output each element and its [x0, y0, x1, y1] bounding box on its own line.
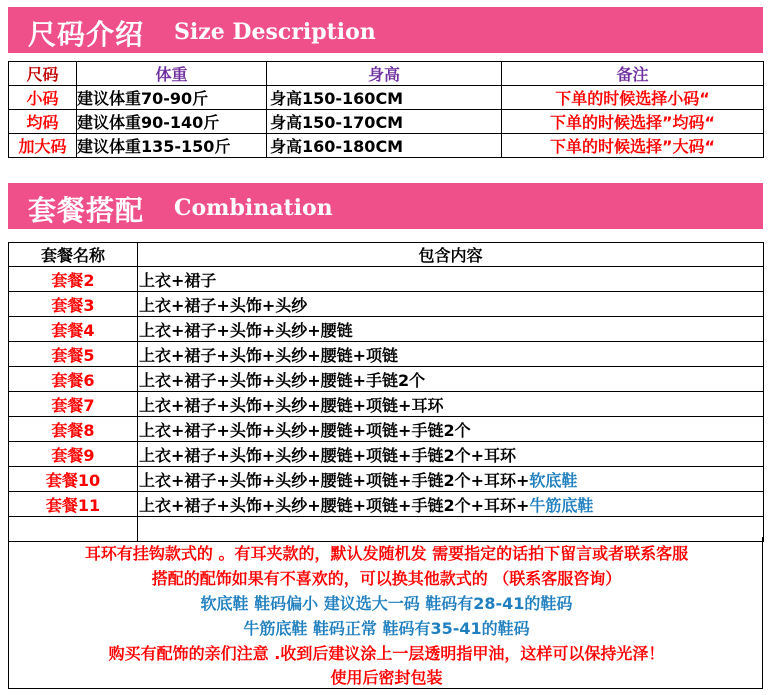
combo-name: 套餐7 — [9, 392, 138, 417]
combo-table — [8, 242, 764, 542]
combo-banner-title-en: Combination — [174, 195, 333, 221]
height-cell: 身高150-160CM — [267, 86, 502, 110]
size-banner-title-cn: 尺码介绍 — [28, 18, 145, 51]
note-cell: 下单的时候选择”均码“ — [502, 110, 764, 134]
header-note: 备注 — [502, 62, 764, 86]
combo-name: 套餐11 — [9, 492, 138, 517]
combo-shoe: 牛筋底鞋 — [529, 495, 594, 515]
weight-cell: 建议体重135-150斤 — [77, 134, 267, 158]
combo-row — [9, 492, 764, 517]
size-row — [9, 110, 764, 134]
combo-contents — [138, 267, 764, 292]
combo-row — [9, 292, 764, 317]
size-cell: 小码 — [9, 86, 77, 110]
note-sealed-storage: 使用后密封包装 — [330, 668, 443, 687]
combo-row — [9, 367, 764, 392]
header-size: 尺码 — [9, 62, 77, 86]
size-row — [9, 86, 764, 110]
combo-name: 套餐4 — [9, 317, 138, 342]
note-soft-sole-shoe: 软底鞋 鞋码偏小 建议选大一码 鞋码有28-41的鞋码 — [200, 594, 573, 613]
combo-row — [9, 417, 764, 442]
combo-items: 上衣+裙子+头饰+头纱 — [139, 295, 308, 315]
combo-contents — [138, 392, 764, 417]
size-cell: 均码 — [9, 110, 77, 134]
height-cell: 身高160-180CM — [267, 134, 502, 158]
combo-items: 上衣+裙子+头饰+头纱+腰链 — [139, 320, 353, 340]
combo-contents — [138, 467, 764, 492]
combo-row — [9, 342, 764, 367]
combo-items: 上衣+裙子+头饰+头纱+腰链+项链 — [139, 345, 399, 365]
combo-row — [9, 442, 764, 467]
combo-banner-title-cn: 套餐搭配 — [28, 194, 145, 227]
combo-name: 套餐9 — [9, 442, 138, 467]
combo-name: 套餐5 — [9, 342, 138, 367]
combo-name: 套餐2 — [9, 267, 138, 292]
combo-contents — [138, 342, 764, 367]
combo-items: 上衣+裙子+头饰+头纱+腰链+项链+手链2个+耳环+ — [139, 470, 530, 490]
combo-name: 套餐3 — [9, 292, 138, 317]
combo-table-header — [9, 243, 764, 267]
size-banner — [8, 7, 763, 53]
combo-shoe: 软底鞋 — [529, 470, 578, 490]
note-accessory-exchange: 搭配的配饰如果有不喜欢的，可以换其他款式的 （联系客服咨询） — [151, 569, 622, 588]
combo-items: 上衣+裙子+头饰+头纱+腰链+项链+手链2个+耳环 — [139, 445, 516, 465]
combo-items: 上衣+裙子+头饰+头纱+腰链+项链+手链2个+耳环+ — [139, 495, 530, 515]
height-cell: 身高150-170CM — [267, 110, 502, 134]
size-cell: 加大码 — [9, 134, 77, 158]
combo-row — [9, 467, 764, 492]
combo-banner — [8, 183, 763, 229]
note-cell: 下单的时候选择”大码“ — [502, 134, 764, 158]
combo-name: 套餐6 — [9, 367, 138, 392]
note-nail-polish: 购买有配饰的亲们注意 .收到后建议涂上一层透明指甲油，这样可以保持光泽！ — [108, 644, 665, 663]
notes-box — [8, 537, 763, 689]
combo-contents — [138, 492, 764, 517]
note-earring: 耳环有挂钩款式的 。有耳夹款的，默认发随机发 需要指定的话拍下留言或者联系客服 — [84, 544, 689, 563]
header-height: 身高 — [267, 62, 502, 86]
combo-contents — [138, 367, 764, 392]
size-banner-title-en: Size Description — [174, 19, 376, 45]
header-combo-name: 套餐名称 — [9, 243, 138, 267]
combo-contents — [138, 317, 764, 342]
header-weight: 体重 — [77, 62, 267, 86]
combo-row — [9, 267, 764, 292]
combo-name: 套餐10 — [9, 467, 138, 492]
combo-items: 上衣+裙子+头饰+头纱+腰链+项链+耳环 — [139, 395, 444, 415]
weight-cell: 建议体重70-90斤 — [77, 86, 267, 110]
combo-items: 上衣+裙子+头饰+头纱+腰链+项链+手链2个 — [139, 420, 471, 440]
size-table — [8, 61, 764, 158]
note-rubber-sole-shoe: 牛筋底鞋 鞋码正常 鞋码有35-41的鞋码 — [243, 619, 530, 638]
combo-contents — [138, 292, 764, 317]
combo-items: 上衣+裙子+头饰+头纱+腰链+手链2个 — [139, 370, 426, 390]
combo-contents — [138, 417, 764, 442]
size-table-header — [9, 62, 764, 86]
combo-contents — [138, 442, 764, 467]
combo-name: 套餐8 — [9, 417, 138, 442]
size-row — [9, 134, 764, 158]
combo-row — [9, 392, 764, 417]
note-cell: 下单的时候选择小码“ — [502, 86, 764, 110]
weight-cell: 建议体重90-140斤 — [77, 110, 267, 134]
combo-row — [9, 317, 764, 342]
combo-items: 上衣+裙子 — [139, 270, 217, 290]
header-combo-contents: 包含内容 — [138, 243, 764, 267]
